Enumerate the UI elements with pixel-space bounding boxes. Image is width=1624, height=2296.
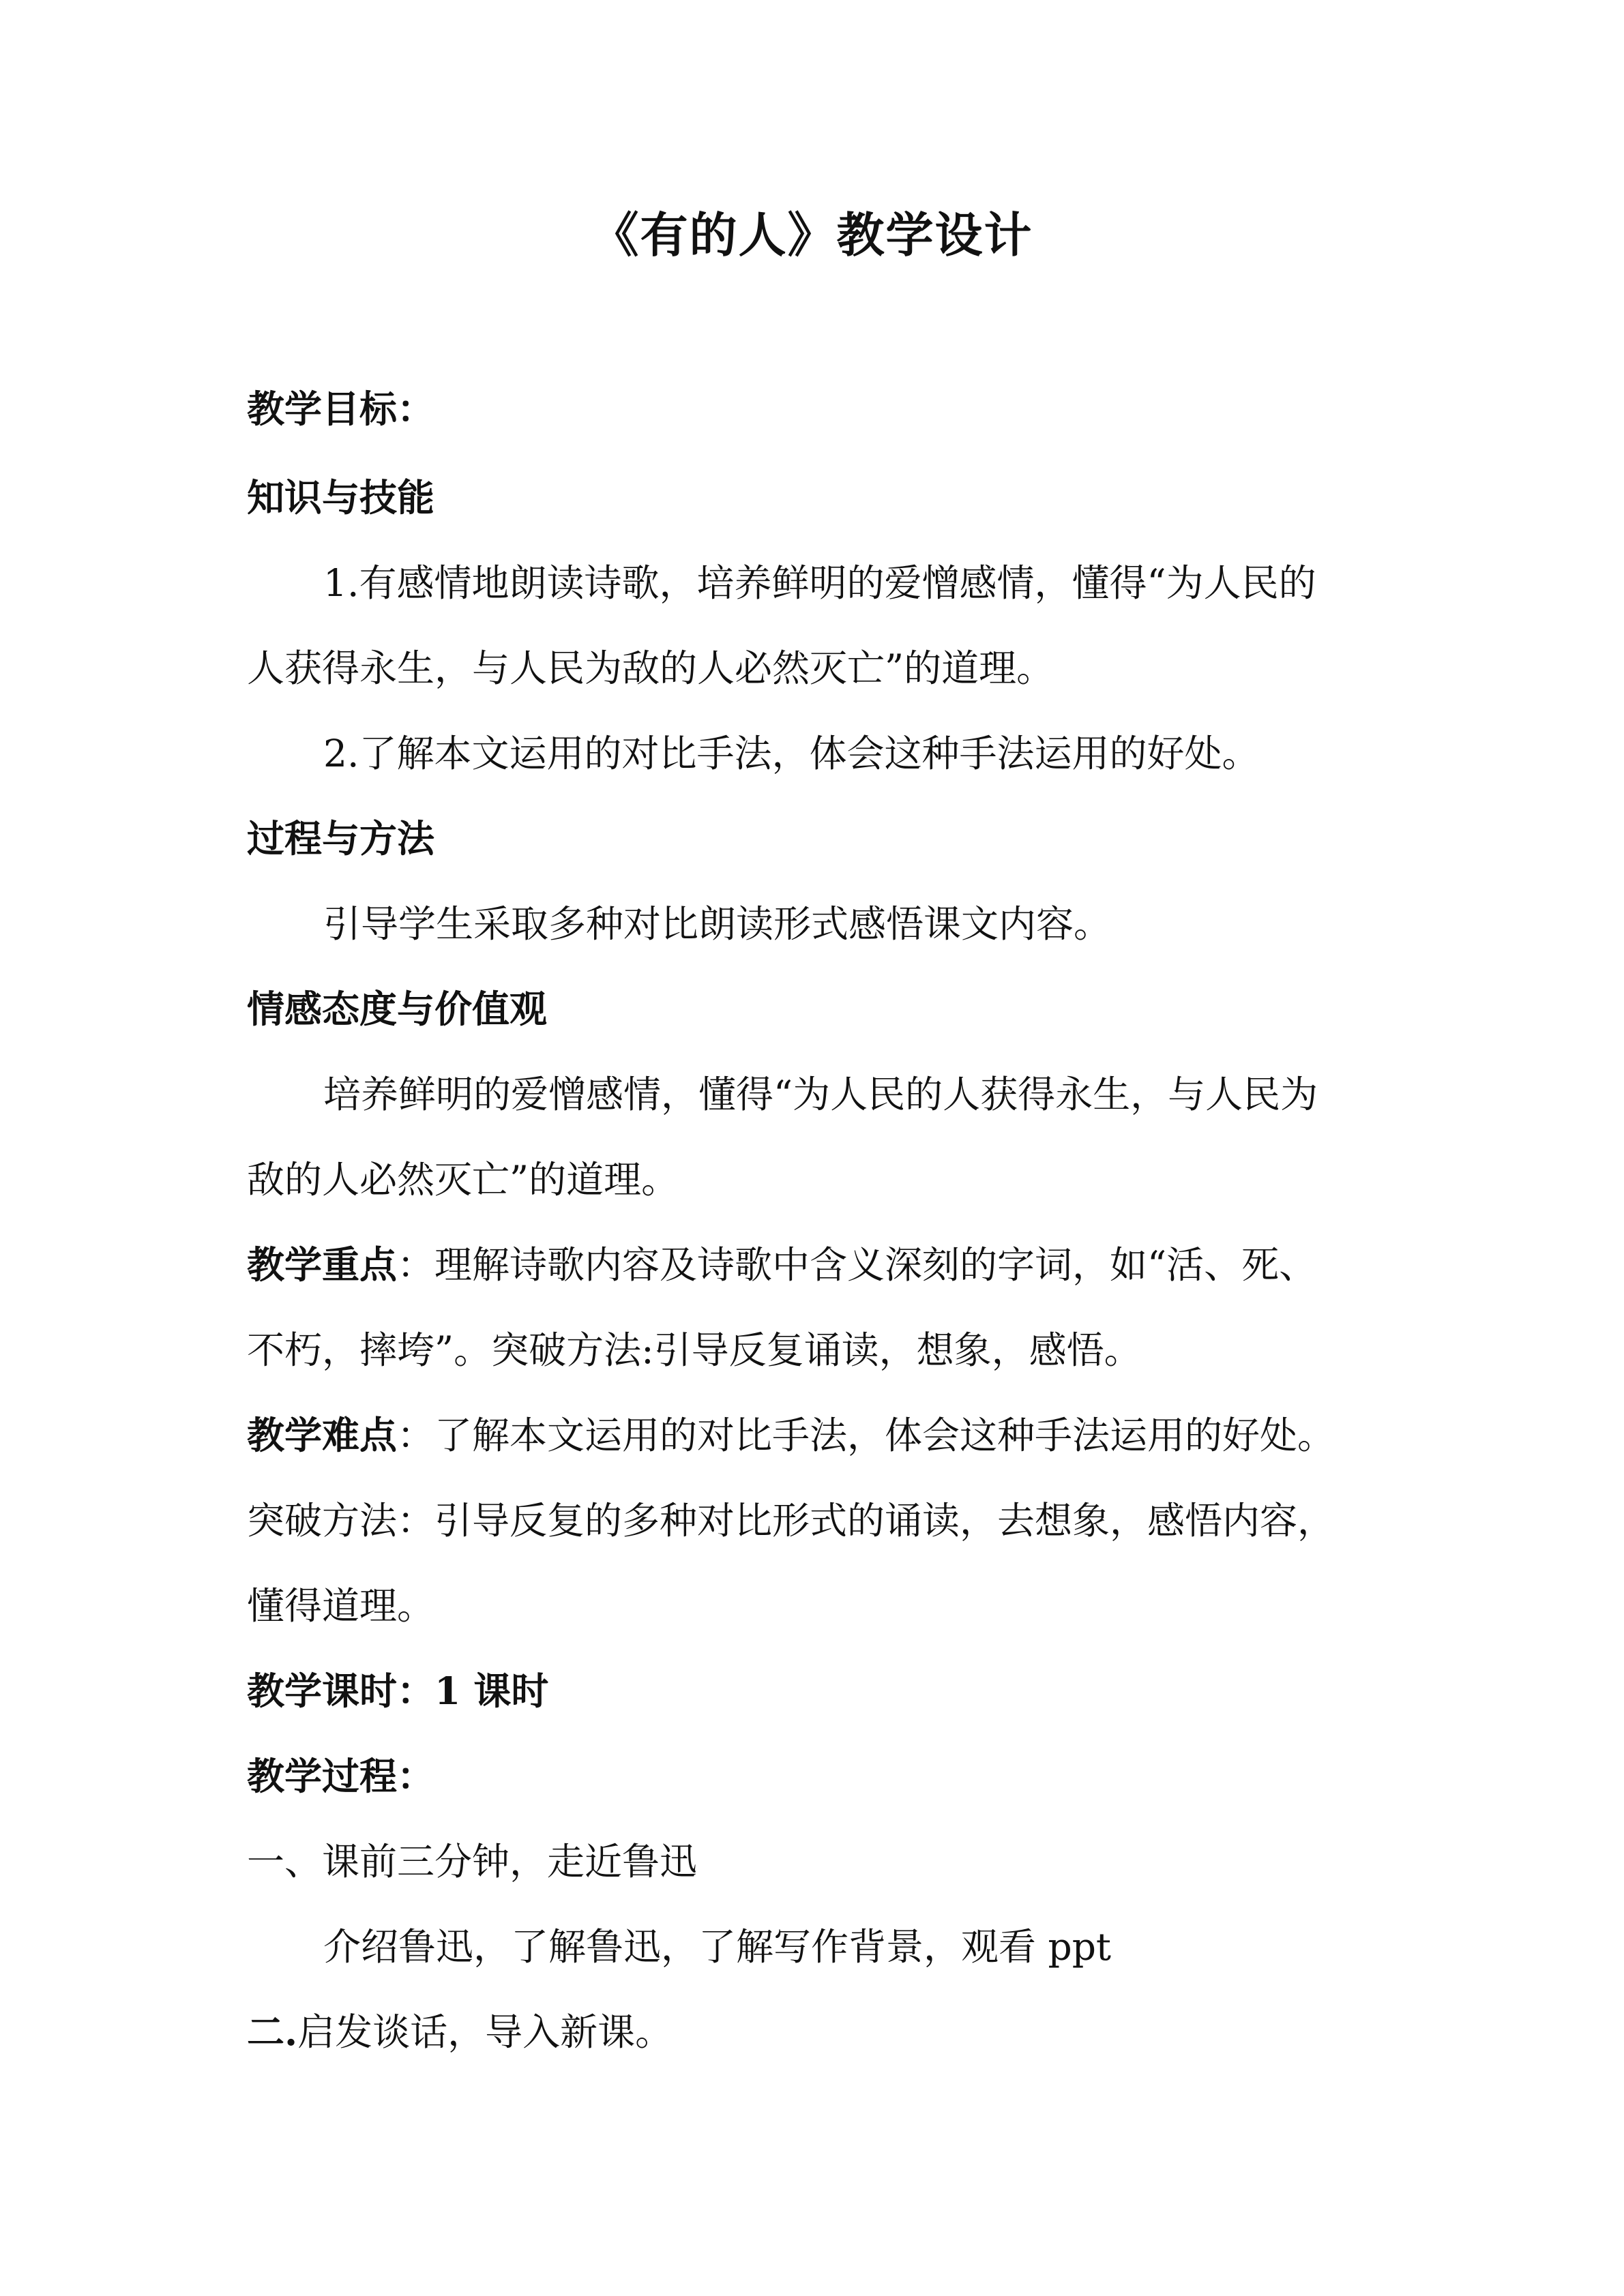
key-points-line2: 不朽，摔垮”。突破方法:引导反复诵读，想象，感悟。 — [247, 1328, 1142, 1372]
knowledge-item1-line2: 人获得永生，与人民为敌的人必然灭亡”的道理。 — [247, 646, 1054, 690]
knowledge-item1-line1: 1.有感情地朗读诗歌，培养鲜明的爱憎感情，懂得“为人民的 — [323, 561, 1316, 605]
difficulties-line1 — [247, 1408, 1365, 1463]
procedure-step1-detail: 介绍鲁迅，了解鲁迅，了解写作背景，观看 ppt — [323, 1925, 1112, 1969]
process-text: 引导学生采取多种对比朗读形式感悟课文内容。 — [323, 902, 1112, 946]
emotion-line2: 敌的人必然灭亡”的道理。 — [247, 1158, 679, 1202]
emotion-line1: 培养鲜明的爱憎感情，懂得“为人民的人获得永生，与人民为 — [323, 1073, 1318, 1116]
knowledge-item2: 2.了解本文运用的对比手法，体会这种手法运用的好处。 — [323, 732, 1260, 775]
key-points-label: 教学重点 — [247, 1242, 398, 1287]
procedure-step2 — [247, 2005, 1365, 2059]
emotion-heading: 情感态度与价值观 — [247, 987, 548, 1031]
key-points-text: ：理解诗歌内容及诗歌中含义深刻的字词，如“活、死、 — [397, 1243, 1317, 1287]
procedure-step2-label: 二. — [247, 2010, 298, 2054]
process-heading: 过程与方法 — [247, 816, 435, 861]
difficulties-line3: 懂得道理。 — [247, 1584, 435, 1628]
knowledge-heading: 知识与技能 — [247, 475, 435, 520]
procedure-step1: 一、课前三分钟，走近鲁迅 — [247, 1840, 698, 1883]
procedure-step2-text: 启发谈话，导入新课。 — [297, 2010, 673, 2054]
class-hours: 教学课时：1 课时 — [247, 1669, 549, 1713]
procedure-heading: 教学过程： — [247, 1754, 435, 1798]
key-points-line1 — [247, 1238, 1365, 1292]
objectives-heading: 教学目标： — [247, 387, 435, 431]
difficulties-line2: 突破方法：引导反复的多种对比形式的诵读，去想象，感悟内容， — [247, 1499, 1335, 1542]
difficulties-label: 教学难点 — [247, 1413, 398, 1457]
difficulties-text: ：了解本文运用的对比手法，体会这种手法运用的好处。 — [397, 1414, 1335, 1457]
document-title: 《有的人》教学设计 — [591, 207, 1033, 263]
